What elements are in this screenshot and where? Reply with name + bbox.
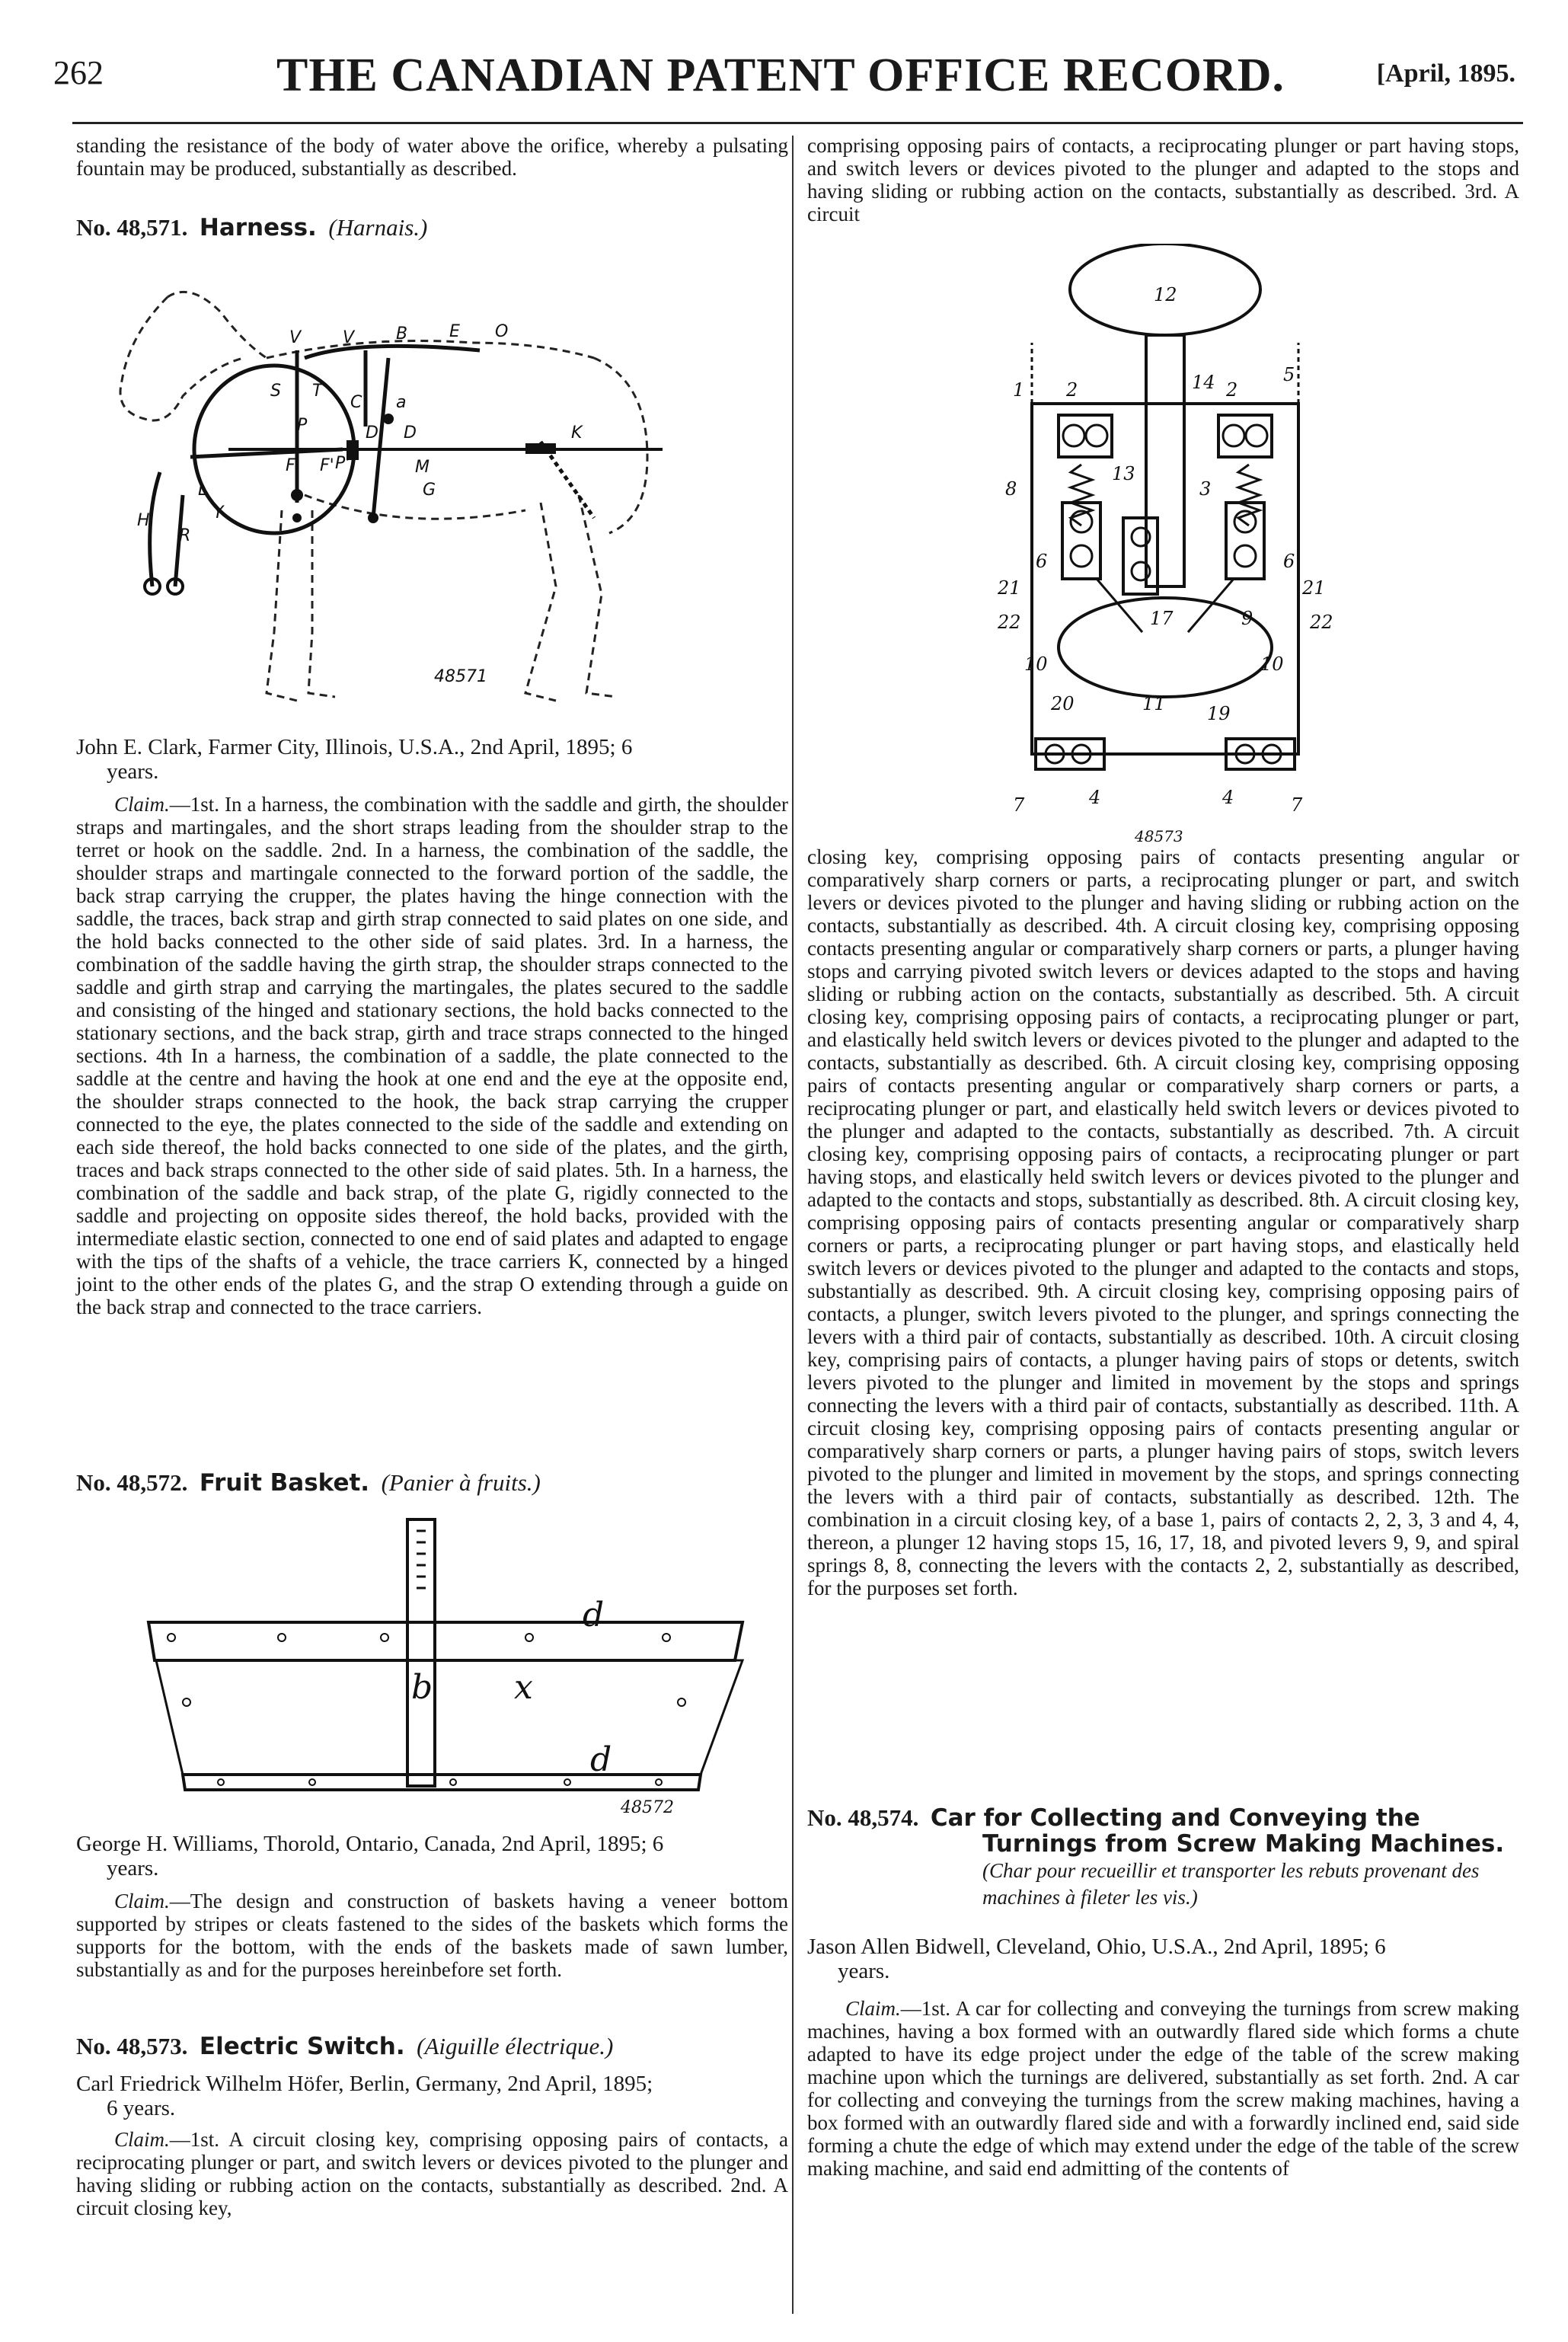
claim-text: —1st. In a harness, the combination with the saddle and girth, the shoulder straps and martingales, and the short straps leading from the shoulder strap to the terret or hook on the saddle. 2nd. In a harness, the combination of the saddle, the shoulder straps and martingale connected to the forward portion of the saddle, the back strap carrying the crupper, the plates having the hinge connection with the saddle, the traces, back strap and girth strap connected to said plates on one side, and the hold backs connected to the other side of said plates. 3rd. In a harness, the combination of the saddle having the girth strap, the shoulder straps connected to the saddle and girth strap and carrying the martingales, the plates secured to the saddle and consisting of the hinged and stationary sections, the hold backs connected to the stationary sections, and the back strap, girth and trace straps connected to the hinged sections. 4th In a harness, the combination of a saddle, the plate connected to the saddle at the centre and having the hook at one end and the eye at the opposite end, the shoulder straps connected to the hook, the back strap carrying the crupper connected to the eye, the plates connected to the side of the saddle and extending on each side thereof, the hold backs connected to one side of the plates, and the girth, traces and back straps connected to the other side of said plates. 5th. In a harness, the combination of the saddle and back strap, of the plate G, rigidly connected to the saddle and projecting on opposite sides thereof, the hold backs, provided with the intermediate elastic section, connected to one end of said plates and adapted to engage with the tips of the shafts of a vehicle, the trace carriers K, connected by a hinged joint to the other ends of the plates G, and the strap O extending through a guide on the back strap and connected to the trace carriers. [76, 793, 788, 1318]
continuation-text: comprising opposing pairs of contacts, a reciprocating plunger or part having stops, and switch levers or devices pivoted to the plunger and adapted to the stops and having sliding or rubbing action on the contacts, substantially as described. 3rd. A circuit [807, 134, 1519, 225]
patent-title: Car for Collecting and Conveying the Turnings from Screw Making Machines. [930, 1804, 1505, 1858]
harness-figure [114, 267, 777, 724]
fig-letter: a [396, 393, 407, 412]
fig-letter: E [449, 322, 460, 341]
fig-label: 8 [1005, 478, 1017, 500]
claim-label: Claim. [114, 793, 170, 816]
fig-letter: O [495, 322, 509, 341]
patent-48572-heading [76, 1470, 788, 1496]
claim-paragraph [76, 1890, 788, 1981]
claim-label: Claim. [114, 2128, 170, 2151]
fig-letter: M [415, 458, 430, 477]
inventor-text: John E. Clark, Farmer City, Illinois, U.S.A., 2nd April, 1895; 6 [76, 735, 633, 759]
basket-figure [133, 1512, 765, 1816]
fig-letter: G [423, 481, 436, 500]
fig-letter: F [286, 456, 295, 475]
patent-number: No. 48,573. [76, 2033, 188, 2059]
claim-text: —The design and construction of baskets having a veneer bottom supported by stripes or cleats fastened to the sides of the baskets which forms the supports for the bottom, with the ends of the baskets made of sawn lumber, substantially as and for the purposes hereinbefore set forth. [76, 1890, 788, 1981]
switch-drawing [990, 244, 1340, 845]
inventor [76, 1832, 788, 1880]
patent-translation: (Char pour recueillir et transporter les rebuts provenant des machines à fileter les vis.) [982, 1859, 1480, 1909]
fig-letter: T [312, 382, 323, 401]
patent-title: Electric Switch. [199, 2033, 405, 2060]
fig-letter: S [270, 382, 281, 401]
header-rule [72, 122, 1523, 124]
fig-label: 10 [1260, 653, 1284, 675]
inventor-text: Jason Allen Bidwell, Cleveland, Ohio, U.S.A., 2nd April, 1895; 6 [807, 1935, 1386, 1959]
basket-drawing [133, 1512, 765, 1816]
fig-label: 11 [1142, 693, 1166, 714]
fig-label: 12 [1154, 284, 1177, 305]
patent-translation: (Harnais.) [328, 214, 428, 241]
term-years: years. [838, 1959, 890, 1983]
fig-label: 4 [1089, 787, 1101, 808]
fig-label: 5 [1283, 364, 1295, 385]
patent-title: Fruit Basket. [199, 1469, 370, 1497]
claim-text: —1st. A car for collecting and conveying the turnings from screw making machines, having a box formed with an outwardly flared side which forms a chute adapted to have its edge project under the edge of the table of the screw making machine upon which the turnings are delivered, substantially as set forth. 2nd. A car for collecting and conveying the turnings from the screw making machines, having a box formed with an outwardly flared side and with a forwardly inclined end, said side forming a chute the edge of which may extend under the edge of the table of the screw making machine, and said end admitting of the contents of [807, 1997, 1519, 2180]
term-years: 6 years. [107, 2096, 176, 2120]
figure-number: 48571 [434, 667, 487, 686]
patent-number: No. 48,571. [76, 214, 188, 241]
patent-48573-heading [76, 2034, 788, 2059]
fig-label: 21 [1302, 577, 1326, 599]
inventor [76, 735, 788, 784]
left-column [76, 134, 788, 180]
fig-label: 21 [998, 577, 1021, 599]
fig-letter: K [571, 423, 583, 443]
column-divider [792, 136, 794, 2314]
fig-label: 2 [1066, 379, 1078, 401]
fig-label: 9 [1241, 608, 1253, 629]
fig-letter: V [289, 328, 302, 347]
fig-letter: D [404, 423, 417, 443]
term-years: years. [107, 759, 159, 784]
fig-label: 7 [1013, 794, 1025, 816]
patent-48571-heading [76, 215, 788, 241]
inventor [807, 1935, 1519, 1983]
fig-letter: Y [213, 503, 224, 522]
fig-letter: B [396, 324, 408, 343]
fig-label: 13 [1112, 463, 1135, 484]
patent-translation: (Aiguille électrique.) [417, 2033, 614, 2059]
fig-letter: V [343, 328, 355, 347]
fig-label: 19 [1207, 703, 1231, 724]
figure-number: 48572 [621, 1798, 674, 1816]
fig-label: 20 [1051, 693, 1075, 714]
term-years: years. [107, 1856, 159, 1880]
fig-letter: P [297, 416, 308, 435]
claim-text: —1st. A circuit closing key, comprising opposing pairs of contacts, a reciprocating plunger or part, and switch levers or devices pivoted to the plunger and having sliding or rubbing action on the contacts, substantially as described. 2nd. A circuit closing key, [76, 2128, 788, 2219]
fig-letter: D [366, 423, 378, 443]
fig-letter: L [198, 481, 208, 500]
patent-48573-body [76, 2072, 788, 2219]
patent-48574-body [807, 1935, 1519, 2180]
inventor-text: Carl Friedrick Wilhelm Höfer, Berlin, Germany, 2nd April, 1895; [76, 2072, 653, 2096]
issue-date: [April, 1895. [1376, 59, 1515, 88]
fig-label: 22 [998, 612, 1021, 633]
patent-number: No. 48,572. [76, 1469, 188, 1496]
fig-label: 6 [1283, 551, 1295, 572]
figure-number: 48573 [1135, 827, 1183, 845]
inventor [76, 2072, 788, 2120]
journal-title: THE CANADIAN PATENT OFFICE RECORD. [276, 50, 1285, 101]
harness-drawing [114, 267, 777, 724]
page-header [46, 43, 1515, 104]
patent-48572-body [76, 1832, 788, 1981]
fig-letter: b [411, 1668, 433, 1707]
fig-label: 22 [1310, 612, 1333, 633]
fig-letter: d [583, 1596, 605, 1634]
claim-label: Claim. [845, 1997, 901, 2020]
fig-letter: C [350, 393, 362, 412]
fig-label: 4 [1222, 787, 1234, 808]
claim-paragraph [76, 793, 788, 1318]
claim-paragraph [807, 1997, 1519, 2180]
fig-letter: R [179, 526, 191, 545]
fig-letter: d [590, 1740, 612, 1779]
inventor-text: George H. Williams, Thorold, Ontario, Canada, 2nd April, 1895; 6 [76, 1832, 664, 1856]
claim-paragraph [76, 2128, 788, 2219]
fig-label: 7 [1291, 794, 1303, 816]
fig-label: 3 [1199, 478, 1212, 500]
patent-48574-heading [807, 1805, 1519, 1910]
claim-label: Claim. [114, 1890, 170, 1912]
fig-label: 17 [1150, 608, 1174, 629]
patent-48571-body [76, 735, 788, 1318]
right-column-top [807, 134, 1519, 225]
fig-label: 10 [1024, 653, 1048, 675]
fig-letter: F' [320, 456, 334, 475]
fig-letter: P' [335, 454, 350, 473]
fig-letter: x [514, 1668, 533, 1707]
continuation-text: standing the resistance of the body of water above the orifice, whereby a pulsating fountain may be produced, substantially as described. [76, 134, 788, 180]
patent-number: No. 48,574. [807, 1804, 919, 1831]
switch-figure [990, 244, 1340, 845]
fig-label: 2 [1226, 379, 1238, 401]
patent-title: Harness. [199, 214, 317, 241]
patent-translation: (Panier à fruits.) [381, 1469, 541, 1496]
fig-label: 6 [1036, 551, 1048, 572]
fig-label: 1 [1013, 379, 1025, 401]
page-number: 262 [53, 54, 104, 91]
fig-letter: H [137, 511, 150, 530]
continuation-text: closing key, comprising opposing pairs of contacts presenting angular or comparatively sharp corners or parts, a reciprocating plunger or part, and switch levers or devices pivoted to the plunger and having sliding or rubbing action on the contacts, substantially as described. 4th. A circuit closing key, comprising opposing contacts presenting angular or comparatively sharp corners or parts, a plunger having stops and carrying pivoted switch levers or devices adapted to the stops and having sliding or rubbing action on the contacts, substantially as described. 5th. A circuit closing key, comprising opposing pairs of contacts, a reciprocating plunger or part, and elastically held switch levers or devices pivoted to the plunger and adapted to the contacts, substantially as described. 6th. A circuit closing key, comprising opposing pairs of contacts presenting angular or comparatively sharp corners or parts, a reciprocating plunger or part, and elastically held switch levers or devices pivoted to the plunger and adapted to the contacts, substantially as described. 7th. A circuit closing key, comprising opposing pairs of contacts, a reciprocating plunger or part having stops, and elastically held switch levers or devices pivoted to the plunger and adapted to the contacts and stops, substantially as described. 8th. A circuit closing key, comprising opposing pairs of contacts presenting angular or comparatively sharp corners or parts, a reciprocating plunger or part having stops, and elastically held switch levers or devices pivoted to the plunger and adapted to the contacts and stops, substantially as described. 9th. A circuit closing key, comprising opposing pairs of contacts, a plunger, switch levers pivoted to the plunger, and springs connecting the levers with a third pair of contacts, substantially as described. 10th. A circuit closing key, comprising pairs of contacts, a plunger having pairs of stops or detents, switch levers pivoted to the plunger and limited in movement by the stops and springs connecting the levers with a third pair of contacts, substantially as described. 11th. A circuit closing key, comprising opposing pairs of contacts presenting angular or comparatively sharp corners or parts, a plunger having pairs of stops, switch levers pivoted to the plunger and limited in movement by the stops, and springs connecting the levers with a third pair of contacts, substantially as described. 12th. The combination in a circuit closing key, of a base 1, pairs of contacts 2, 2, 3, 3 and 4, 4, thereon, a plunger 12 having stops 15, 16, 17, 18, and pivoted levers 9, 9, and spiral springs 8, 8, connecting the levers with the contacts 2, 2, substantially as described, for the purposes set forth. [807, 845, 1519, 1599]
fig-label: 14 [1192, 372, 1215, 393]
right-column-mid [807, 845, 1519, 1599]
